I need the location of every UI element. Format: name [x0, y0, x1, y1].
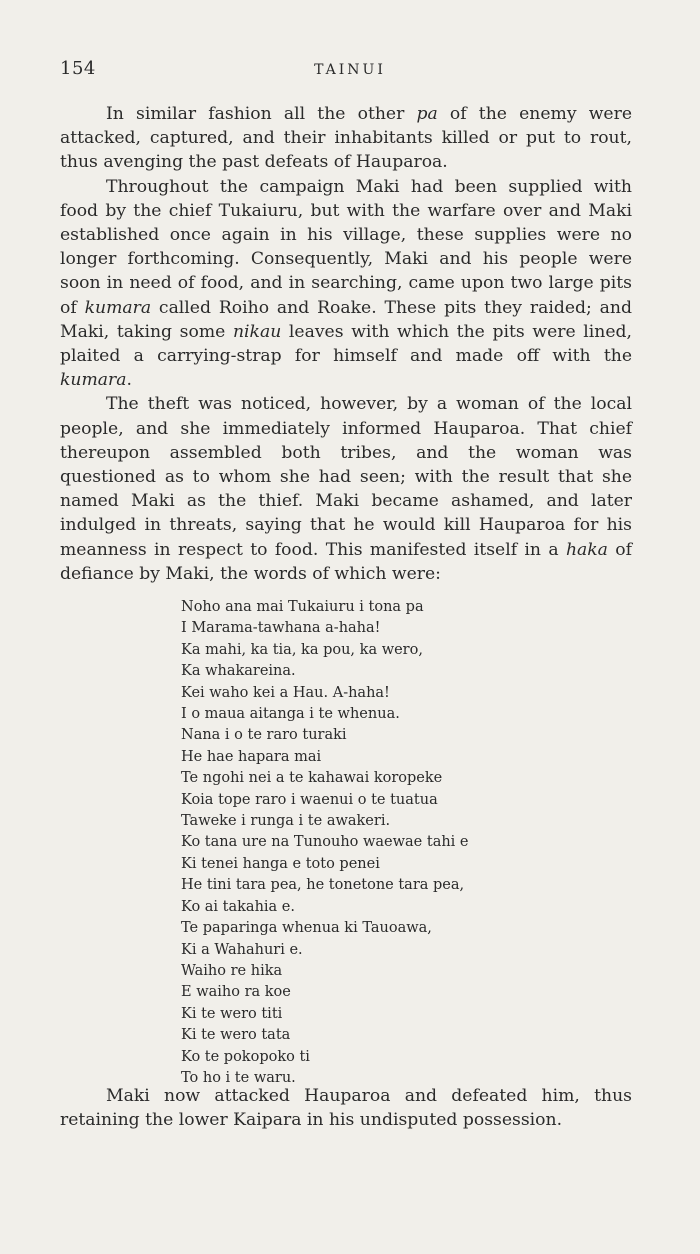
body-text-bottom: [60, 1084, 632, 1132]
paragraph-3: The theft was noticed, however, by a woman of the local people, and she immediately informed Hauparoa. That chief thereupon assembled both tribes, and the woman was questioned as to whom she had seen; with the result that she named Maki as the thief. Maki became ashamed, and later indulged in threats, saying that he would kill Hauparoa for his meanness in respect to food. This manifested itself in a haka of defiance by Maki, the words of which were:: [60, 394, 632, 584]
haka-line: Taweke i runga i te awakeri.: [181, 813, 391, 830]
haka-line: Kei waho kei a Hau. A-haha!: [181, 684, 390, 701]
paragraph-4: Maki now attacked Hauparoa and defeated him, thus retaining the lower Kaipara in his undisputed possession.: [60, 1086, 632, 1131]
maori-term-kumara: kumara: [84, 297, 152, 318]
haka-line: Te ngohi nei a te kahawai koropeke: [181, 770, 443, 787]
haka-line: I o maua aitanga i te whenua.: [181, 706, 400, 723]
haka-line: E waiho ra koe: [181, 984, 291, 1001]
haka-line: Ko ai takahia e.: [181, 898, 295, 915]
haka-line: Waiho re hika: [181, 962, 283, 979]
haka-line: Nana i o te raro turaki: [181, 727, 347, 744]
haka-line: Noho ana mai Tukaiuru i tona pa: [181, 599, 424, 615]
maori-term-pa: pa: [416, 104, 438, 124]
haka-verse: [181, 597, 469, 1089]
haka-line: Ki te wero titi: [181, 1005, 283, 1022]
paragraph-1: In similar fashion all the other pa of the enemy were attacked, captured, and their inhabitants killed or put to rout, thus avenging the past defeats of Hauparoa.: [60, 104, 632, 173]
haka-line: To ho i te waru.: [181, 1069, 296, 1086]
paragraph-2: Throughout the campaign Maki had been supplied with food by the chief Tukaiuru, but with the warfare over and Maki established once again in his village, these supplies were no longer forthcoming. Consequently, Maki and his people were soon in need of food, and in searching, came upon two large pits of kumara called Roiho and Roake. These pits they raided; and Maki, taking some nikau leaves with which the pits were lined, plaited a carrying-strap for himself and made off with the kumara.: [60, 176, 632, 391]
haka-line: He hae hapara mai: [181, 748, 322, 765]
maori-term-kumara: kumara: [60, 370, 127, 391]
haka-line: Ki tenei hanga e toto penei: [181, 855, 380, 872]
haka-line: Ki a Wahahuri e.: [181, 941, 303, 958]
page-number: 154: [60, 58, 96, 79]
haka-line: Ko te pokopoko ti: [181, 1048, 310, 1065]
haka-line: Te paparinga whenua ki Tauoawa,: [181, 920, 432, 937]
haka-line: Ka mahi, ka tia, ka pou, ka wero,: [181, 641, 423, 658]
body-text-top: [60, 102, 632, 586]
maori-term-nikau: nikau: [232, 321, 282, 342]
haka-line: Ka whakareina.: [181, 663, 296, 680]
running-head-title: TAINUI: [314, 62, 386, 78]
haka-line: He tini tara pea, he tonetone tara pea,: [181, 877, 465, 894]
maori-term-haka: haka: [565, 539, 608, 560]
haka-line: Ko tana ure na Tunouho waewae tahi e: [181, 834, 469, 851]
haka-line: Koia tope raro i waenui o te tuatua: [181, 791, 438, 808]
haka-line: I Marama-tawhana a-haha!: [181, 620, 381, 637]
haka-line: Ki te wero tata: [181, 1027, 291, 1044]
